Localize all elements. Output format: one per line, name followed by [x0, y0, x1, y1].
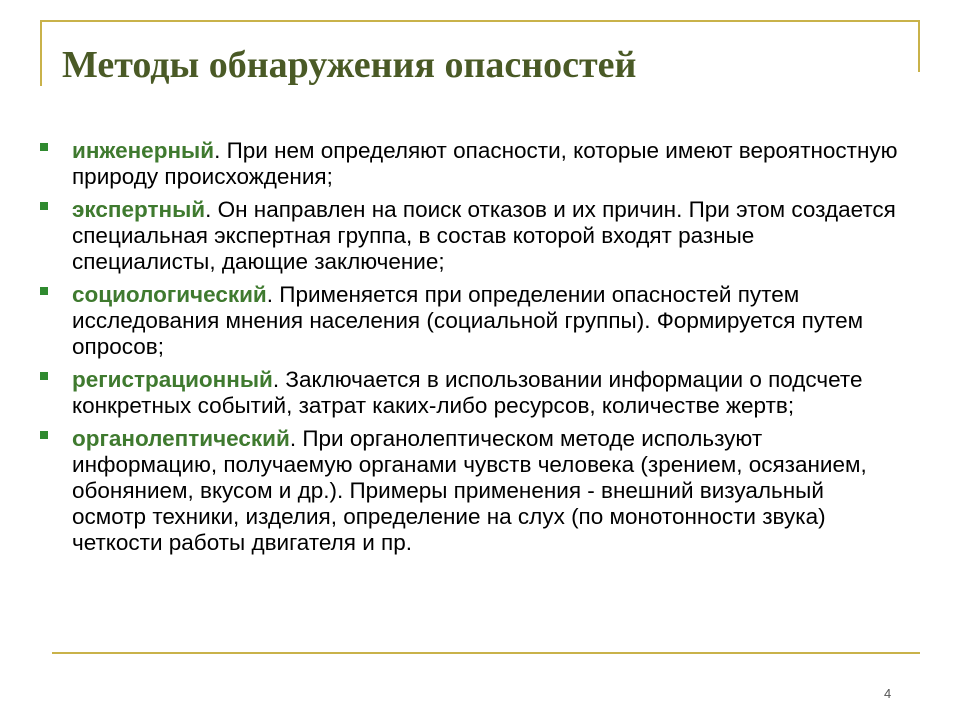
- square-bullet-icon: [40, 143, 48, 151]
- method-description: . Применяется при определении опасностей путем исследования мнения населения (социальной группы). Формируется путем опросов;: [72, 282, 864, 359]
- method-description: . При органолептическом методе используют информацию, получаемую органами чувств человека (зрением, осязанием, обонянием, вкусом и др.). Примеры применения - внешний визуальный осмотр техники, изделия, определение на слух (по монотонности звука) четкости работы двигателя и пр.: [72, 426, 867, 555]
- list-item-expert: [38, 197, 898, 275]
- slide-title: Методы обнаружения опасностей: [62, 44, 637, 86]
- list-item-engineering: [38, 138, 898, 190]
- method-term: инженерный: [72, 138, 215, 163]
- list-item-sociological: [38, 282, 898, 360]
- methods-list: [38, 138, 898, 563]
- square-bullet-icon: [40, 372, 48, 380]
- slide-frame-right-line: [918, 20, 920, 72]
- method-description: . Заключается в использовании информации о подсчете конкретных событий, затрат каких-либо ресурсов, количестве жертв;: [72, 367, 863, 418]
- method-term: экспертный: [72, 197, 206, 222]
- page-number: 4: [884, 686, 892, 701]
- square-bullet-icon: [40, 431, 48, 439]
- slide-frame-left-line: [40, 20, 42, 86]
- square-bullet-icon: [40, 287, 48, 295]
- method-term: органолептический: [72, 426, 290, 451]
- list-item-organoleptic: [38, 426, 898, 556]
- method-description: . Он направлен на поиск отказов и их причин. При этом создается специальная экспертная группа, в состав которой входят разные специалисты, дающие заключение;: [72, 197, 896, 274]
- list-item-registration: [38, 367, 898, 419]
- method-description: . При нем определяют опасности, которые имеют вероятностную природу происхождения;: [72, 138, 898, 189]
- method-term: социологический: [72, 282, 267, 307]
- square-bullet-icon: [40, 202, 48, 210]
- slide-frame-bottom-line: [52, 652, 920, 654]
- slide-frame-top-line: [40, 20, 920, 22]
- method-term: регистрационный: [72, 367, 273, 392]
